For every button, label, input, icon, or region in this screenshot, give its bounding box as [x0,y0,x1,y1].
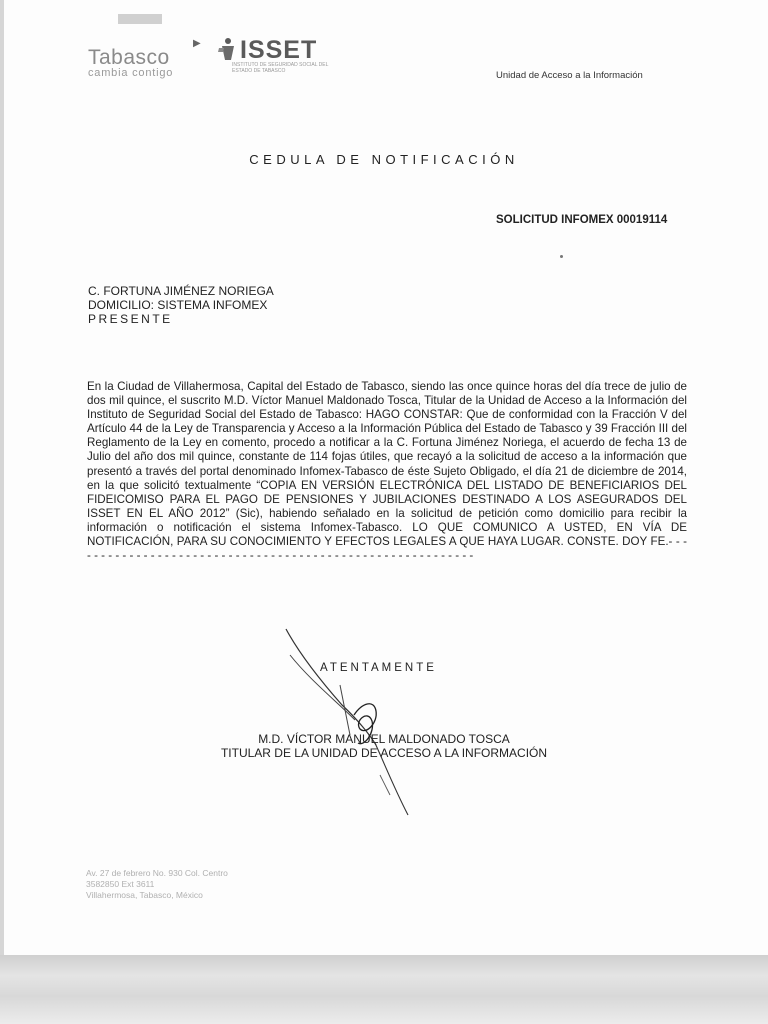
isset-logo-subtitle: INSTITUTO DE SEGURIDAD SOCIAL DEL ESTADO DE TABASCO [232,62,329,74]
signer-title: TITULAR DE LA UNIDAD DE ACCESO A LA INFORMACIÓN [220,746,548,760]
tabasco-logo-word: Tabasco [88,46,170,69]
footer-line-1: Av. 27 de febrero No. 930 Col. Centro [86,868,228,878]
notification-body: En la Ciudad de Villahermosa, Capital del Estado de Tabasco, siendo las once quince horas del día trece de julio de dos mil quince, el suscrito M.D. Víctor Manuel Maldonado Tosca, Titular de la Unidad de Acceso a la Información del Instituto de Seguridad Social del Estado de Tabasco: HAGO CONSTAR: Que de conformidad con la Fracción V del Artículo 44 de la Ley de Transparencia y Acceso a la Información Pública del Estado de Tabasco y 39 Fracción III del Reglamento de la Ley en comento, procedo a notificar a la C. Fortuna Jiménez Noriega, el acuerdo de fecha 13 de Julio del año dos mil quince, constante de 114 fojas útiles, que recayó a la solicitud de acceso a la información que presentó a través del portal denominado Infomex-Tabasco de éste Sujeto Obligado, el día 21 de diciembre de 2014, en la que solicitó textualmente “COPIA EN VERSIÓN ELECTRÓNICA DEL LISTADO DE BENEFICIARIOS DEL FIDEICOMISO PARA EL PAGO DE PENSIONES Y JUBILACIONES DESTINADO A LOS ASEGURADOS DEL ISSET EN EL AÑO 2012” (Sic), habiendo señalado en la solicitud de petición como domicilio para recibir la información o notificación el sistema Infomex-Tabasco. LO QUE COMUNICO A USTED, EN VÍA DE NOTIFICACIÓN, PARA SU CONOCIMIENTO Y EFECTOS LEGALES A QUE HAYA LUGAR. CONSTE. DOY FE.- - - - - - - - - - - - - - - - - - - - - - - - - - - - - - - - - - - - - - - - - - - - - - - - - - - - - - - - - - [87,380,687,563]
document-title: CEDULA DE NOTIFICACIÓN [249,152,519,167]
speck [560,255,563,258]
footer-line-3: Villahermosa, Tabasco, México [86,890,203,900]
signer-name: M.D. VÍCTOR MANUEL MALDONADO TOSCA [258,732,510,746]
page-edge [0,0,4,955]
solicitud-number: SOLICITUD INFOMEX 00019114 [496,214,668,226]
footer-line-2: 3582850 Ext 3611 [86,879,155,889]
closing-attentamente: ATENTAMENTE [320,662,437,674]
recipient-address: DOMICILIO: SISTEMA INFOMEX [88,298,268,312]
isset-emblem-icon [218,36,240,62]
footer-address [86,868,228,901]
recipient-name: C. FORTUNA JIMÉNEZ NORIEGA [88,284,274,298]
arrow-icon: ▶ [193,38,201,49]
recipient-block [88,284,274,326]
tabasco-logo [88,46,173,79]
scan-bottom-shadow [0,955,768,1024]
logo-bar [118,14,162,24]
unit-header: Unidad de Acceso a la Información [496,70,643,81]
tabasco-logo-tagline: cambia contigo [88,67,174,79]
signature-mark [280,625,430,820]
isset-logo-word: ISSET [240,36,318,64]
signer-block [0,732,768,760]
recipient-salutation: PRESENTE [88,312,173,326]
